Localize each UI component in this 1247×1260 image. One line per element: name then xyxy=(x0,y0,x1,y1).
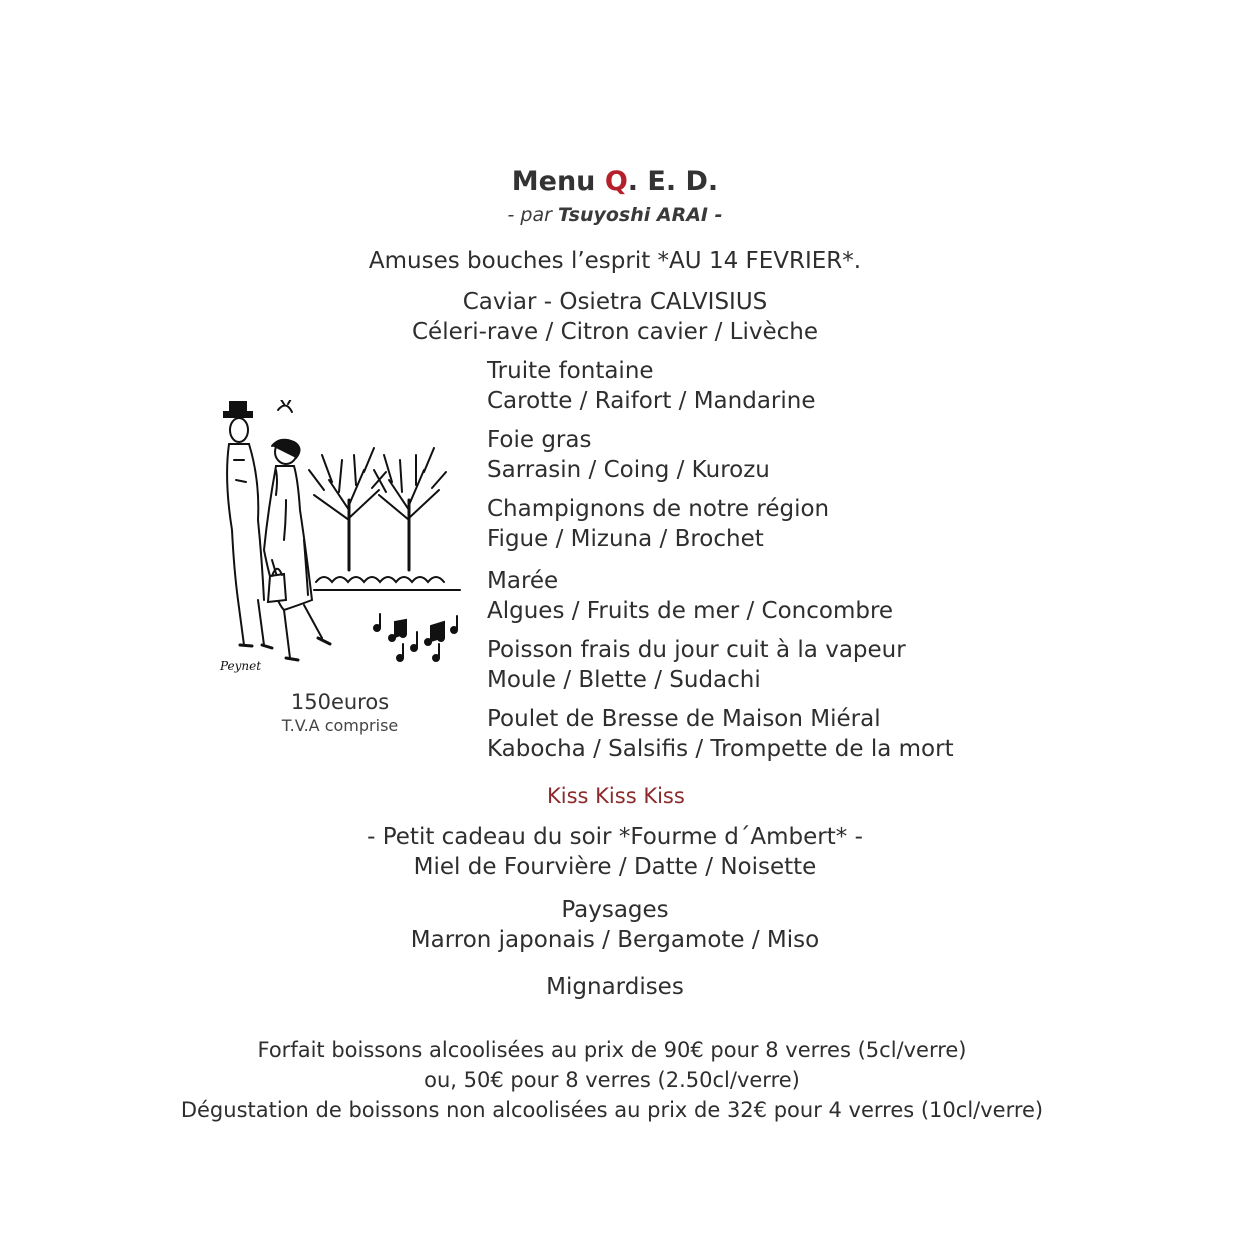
caviar-title: Caviar - Osietra CALVISIUS xyxy=(462,289,768,315)
peynet-illustration xyxy=(214,400,464,685)
price-block xyxy=(240,690,440,735)
course-2-title: Foie gras xyxy=(487,427,592,453)
course-1-detail: Carotte / Raifort / Mandarine xyxy=(487,388,816,414)
course-3-title: Champignons de notre région xyxy=(487,496,830,522)
course-4-detail: Algues / Fruits de mer / Concombre xyxy=(487,598,894,624)
drinks-line-1: Forfait boissons alcoolisées au prix de 90€ pour 8 verres (5cl/verre) xyxy=(257,1038,967,1062)
menu-subtitle xyxy=(0,204,1230,226)
title-q: Q xyxy=(604,166,628,197)
menu-title xyxy=(0,166,1230,197)
course-5-detail: Moule / Blette / Sudachi xyxy=(487,667,761,693)
chef-name: Tsuyoshi ARAI - xyxy=(557,204,723,226)
tax-note: T.V.A comprise xyxy=(281,716,399,735)
title-suffix: . E. D. xyxy=(627,166,719,197)
title-prefix: Menu xyxy=(511,166,605,197)
course-6-title: Poulet de Bresse de Maison Miéral xyxy=(487,706,881,732)
kiss-course: Kiss Kiss Kiss xyxy=(547,784,685,808)
amuse-bouche: Amuses bouches l’esprit *AU 14 FEVRIER*. xyxy=(368,248,862,274)
cheese-title: - Petit cadeau du soir *Fourme d´Ambert* - xyxy=(367,824,863,850)
subtitle-prefix: - par xyxy=(507,204,558,226)
caviar-detail: Céleri-rave / Citron cavier / Livèche xyxy=(411,319,818,345)
course-4-title: Marée xyxy=(487,568,559,594)
drinks-line-3: Dégustation de boissons non alcoolisées au prix de 32€ pour 4 verres (10cl/verre) xyxy=(180,1098,1044,1122)
course-5-title: Poisson frais du jour cuit à la vapeur xyxy=(487,637,906,663)
course-6-detail: Kabocha / Salsifis / Trompette de la mort xyxy=(487,736,954,762)
illustration-signature: Peynet xyxy=(220,659,262,673)
mignardises: Mignardises xyxy=(546,974,684,1000)
cheese-detail: Miel de Fourvière / Datte / Noisette xyxy=(413,854,817,880)
dessert-detail: Marron japonais / Bergamote / Miso xyxy=(410,927,820,953)
price: 150euros xyxy=(290,690,390,714)
drinks-line-2: ou, 50€ pour 8 verres (2.50cl/verre) xyxy=(424,1068,800,1092)
dessert-title: Paysages xyxy=(561,897,669,923)
course-1-title: Truite fontaine xyxy=(487,358,654,384)
course-2-detail: Sarrasin / Coing / Kurozu xyxy=(487,457,770,483)
course-3-detail: Figue / Mizuna / Brochet xyxy=(487,526,764,552)
